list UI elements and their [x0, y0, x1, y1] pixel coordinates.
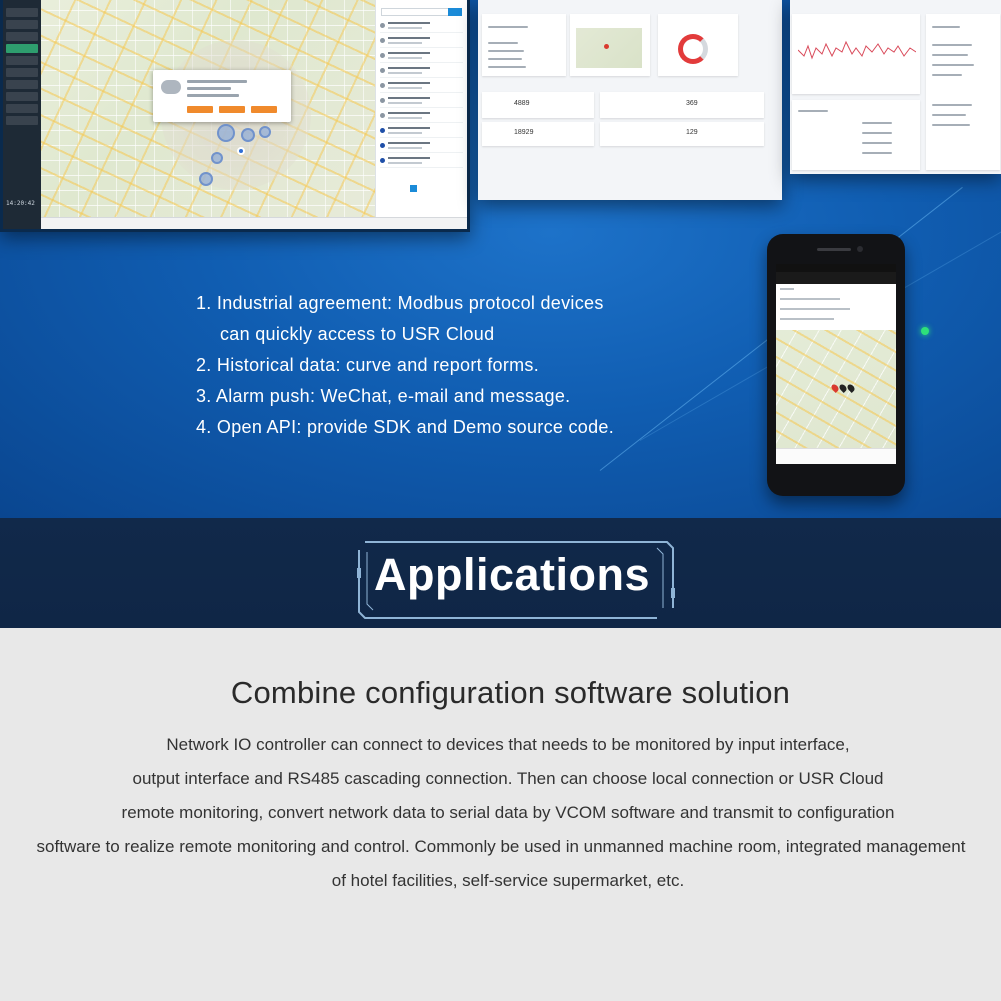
feature-item: 3. Alarm push: WeChat, e-mail and message.: [196, 386, 571, 406]
feature-item: 1. Industrial agreement: Modbus protocol devices: [196, 293, 604, 313]
history-line-chart: [798, 28, 916, 88]
device-popup: [153, 70, 291, 122]
solution-description-line: of hotel facilities, self-service supermarket, etc.: [331, 871, 685, 890]
map-dashboard-screenshot: [0, 0, 470, 232]
device-list-panel: [375, 0, 467, 220]
history-chart-screenshot: [790, 0, 1001, 174]
dashboard-sidebar: [3, 0, 41, 229]
glow-dot: [921, 327, 929, 335]
feature-item: 4. Open API: provide SDK and Demo source code.: [196, 417, 615, 437]
map-marker-icon: [259, 126, 271, 138]
cloud-icon: [161, 80, 181, 94]
feature-item: 2. Historical data: curve and report forms.: [196, 355, 540, 375]
phone-bottom-bar: [776, 448, 896, 464]
status-ring-chart: [678, 34, 708, 64]
feature-item: can quickly access to USR Cloud: [220, 324, 495, 344]
stat-value: 369: [686, 100, 698, 107]
map-marker-icon: [199, 172, 213, 186]
device-search-input: [381, 8, 462, 16]
dashboard-clock: 14:20:42: [6, 200, 35, 207]
device-map: [41, 0, 383, 220]
solution-description-line: software to realize remote monitoring and control. Commonly be used in unmanned machine room, integrated management: [36, 837, 966, 856]
map-marker-icon: [217, 124, 235, 142]
applications-heading: Applications: [373, 549, 651, 600]
map-marker-icon: [211, 152, 223, 164]
map-pin-icon: [846, 383, 856, 393]
solution-description-line: remote monitoring, convert network data to serial data by VCOM software and transmit to configuration: [121, 803, 895, 822]
feature-list: [196, 288, 716, 443]
solution-description-line: output interface and RS485 cascading connection. Then can choose local connection or USR Cloud: [132, 769, 884, 788]
pagination-button: [410, 185, 417, 192]
stat-value: 4889: [514, 100, 530, 107]
map-footer: [41, 217, 470, 229]
map-marker-icon: [237, 147, 245, 155]
solution-title: Combine configuration software solution: [230, 675, 791, 710]
phone-screen: [776, 264, 896, 464]
stat-value: 18929: [514, 129, 534, 136]
map-marker-icon: [241, 128, 255, 142]
camera-icon: [857, 246, 863, 252]
overview-dashboard-screenshot: [478, 0, 782, 200]
stat-value: 129: [686, 129, 698, 136]
phone-map: [776, 330, 896, 448]
solution-description-line: Network IO controller can connect to devices that needs to be monitored by input interface,: [166, 735, 850, 754]
smartphone-mockup: [767, 234, 905, 496]
